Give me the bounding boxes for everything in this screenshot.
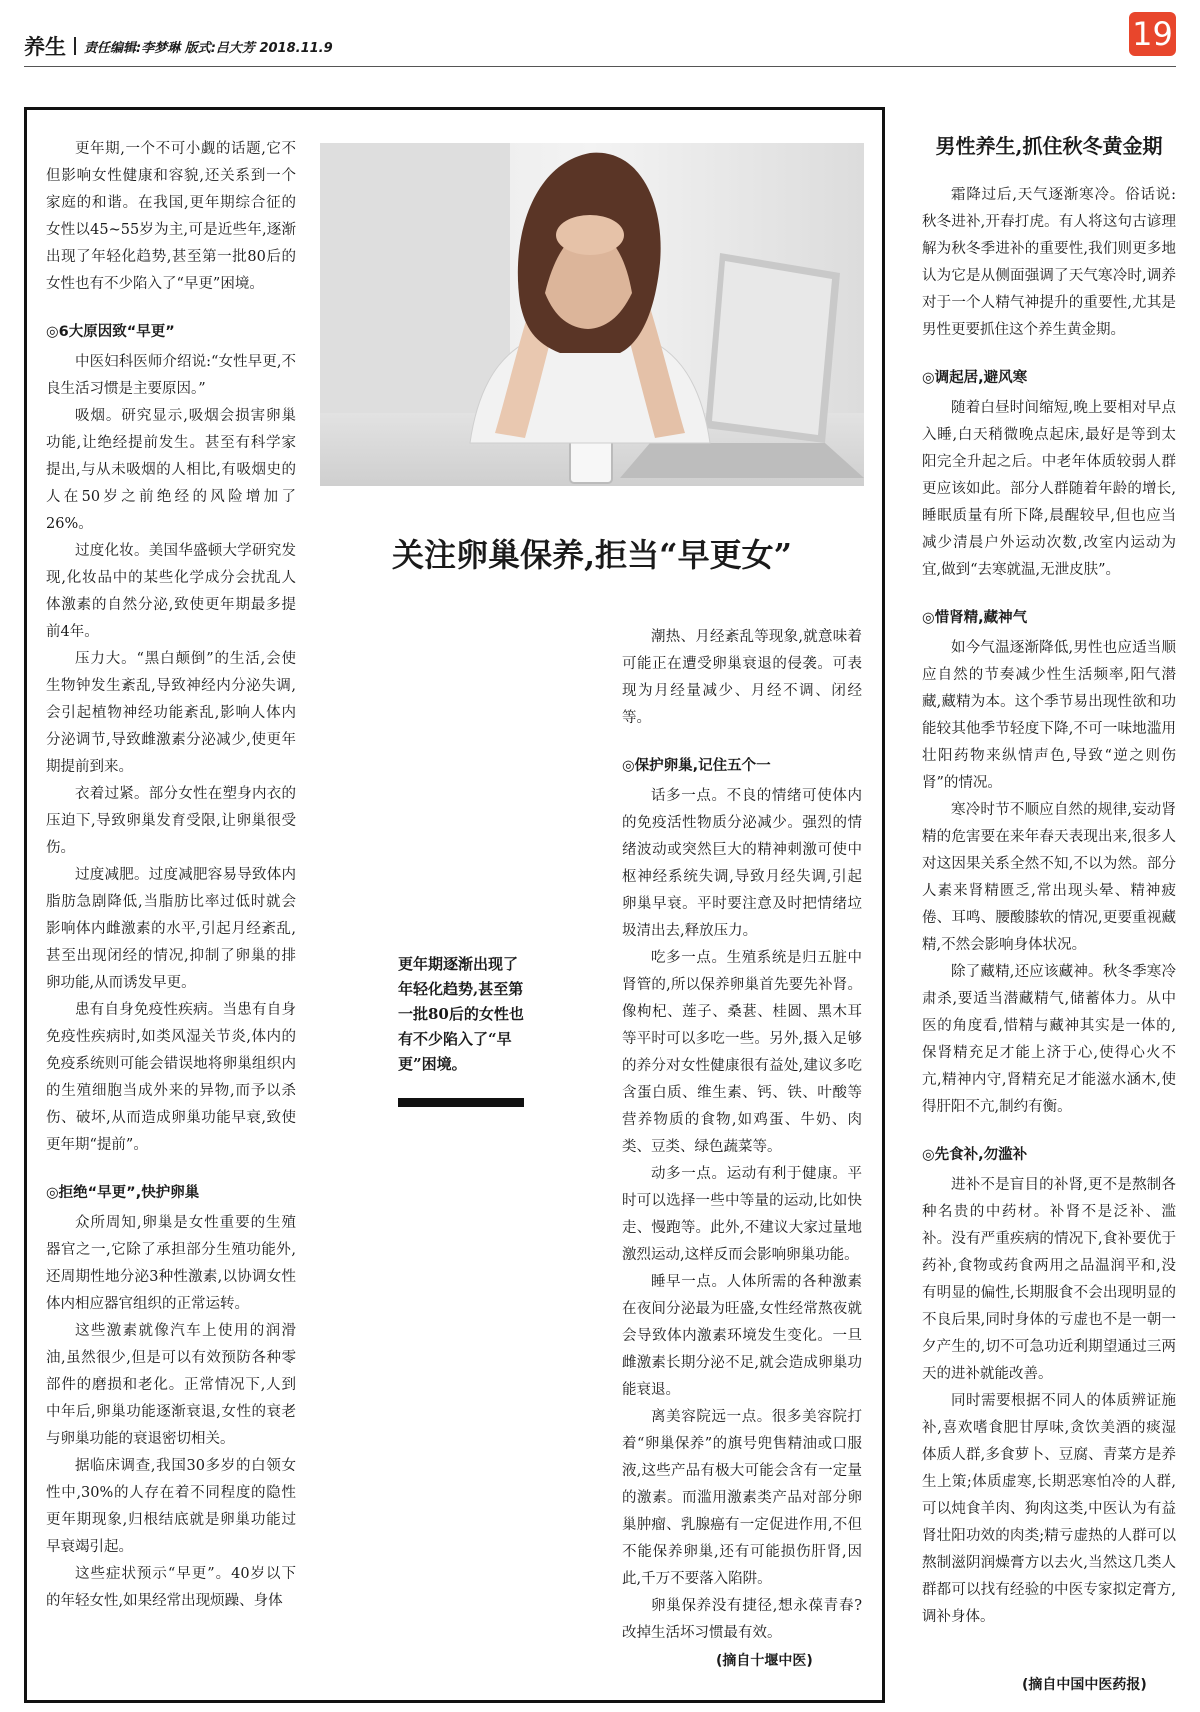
page-number: 19 <box>1129 12 1176 56</box>
header-rule <box>24 66 1176 67</box>
right-article-source: (摘自中国中医药报) <box>1022 1677 1147 1693</box>
paragraph: 话多一点。不良的情绪可使体内的免疫活性物质分泌减少。强烈的情绪波动或突然巨大的精神刺激可使中枢神经系统失调,导致月经失调,引起卵巢早衰。平时要注意及时把情绪垃圾清出去,释放压力。 <box>622 788 862 939</box>
paragraph: 过度化妆。美国华盛顿大学研究发现,化妆品中的某些化学成分会扰乱人体激素的自然分泌,致使更年期最多提前4年。 <box>46 543 296 640</box>
pull-quote: 更年期逐渐出现了年轻化趋势,甚至第一批80后的女性也有不少陷入了“早更”困境。 <box>398 955 524 1073</box>
subheading: ◎保护卵巢,记住五个一 <box>622 758 771 774</box>
subheading: ◎拒绝“早更”,快护卵巢 <box>46 1185 200 1201</box>
subheading: ◎惜肾精,藏神气 <box>922 610 1028 626</box>
paragraph: 进补不是盲目的补肾,更不是熬制各种名贵的中药材。补肾不是泛补、滥补。没有严重疾病的情况下,食补要优于药补,食物或药食两用之品温润平和,没有明显的偏性,长期服食不会出现明显的不良后果,同时身体的亏虚也不是一朝一夕产生的,切不可急功近利期望通过三两天的进补就能改善。 <box>922 1177 1176 1382</box>
right-article-body <box>922 182 1176 1631</box>
paragraph: 潮热、月经紊乱等现象,就意味着可能正在遭受卵巢衰退的侵袭。可表现为月经量减少、月经不调、闭经等。 <box>622 629 862 726</box>
subheading: ◎先食补,勿滥补 <box>922 1147 1028 1163</box>
paragraph: 同时需要根据不同人的体质辨证施补,喜欢嗜食肥甘厚味,贪饮美酒的痰湿体质人群,多食萝卜、豆腐、青菜方是养生上策;体质虚寒,长期恶寒怕冷的人群,可以炖食羊肉、狗肉这类,中医认为有益肾壮阳功效的肉类;精亏虚热的人群可以熬制滋阴润燥膏方以去火,当然这几类人群都可以找有经验的中医专家拟定膏方,调补身体。 <box>922 1393 1176 1625</box>
paragraph: 吸烟。研究显示,吸烟会损害卵巢功能,让绝经提前发生。甚至有科学家提出,与从未吸烟的人相比,有吸烟史的人在50岁之前绝经的风险增加了26%。 <box>46 408 296 532</box>
paragraph: 这些症状预示“早更”。40岁以下的年轻女性,如果经常出现烦躁、身体 <box>46 1566 296 1609</box>
subheading: ◎调起居,避风寒 <box>922 370 1028 386</box>
paragraph: 患有自身免疫性疾病。当患有自身免疫性疾病时,如类风湿关节炎,体内的免疫系统则可能会错误地将卵巢组织内的生殖细胞当成外来的异物,而予以杀伤、破坏,从而造成卵巢功能早衰,致使更年期“提前”。 <box>46 1002 296 1153</box>
subheading: ◎6大原因致“早更” <box>46 324 175 340</box>
paragraph: 动多一点。运动有利于健康。平时可以选择一些中等量的运动,比如快走、慢跑等。此外,不建议大家过量地激烈运动,这样反而会影响卵巢功能。 <box>622 1166 862 1263</box>
paragraph: 据临床调查,我国30多岁的白领女性中,30%的人存在着不同程度的隐性更年期现象,归根结底就是卵巢功能过早衰竭引起。 <box>46 1458 296 1555</box>
paragraph: 中医妇科医师介绍说:“女性早更,不良生活习惯是主要原因。” <box>46 354 296 397</box>
paragraph: 众所周知,卵巢是女性重要的生殖器官之一,它除了承担部分生殖功能外,还周期性地分泌3种性激素,以协调女性体内相应器官组织的正常运转。 <box>46 1215 296 1312</box>
article-source: (摘自十堰中医) <box>716 1653 813 1669</box>
main-column-1 <box>46 136 296 1615</box>
paragraph: 随着白昼时间缩短,晚上要相对早点入睡,白天稍微晚点起床,最好是等到太阳完全升起之后。中老年体质较弱人群更应该如此。部分人群随着年龄的增长,睡眠质量有所下降,晨醒较早,但也应当减少清晨户外运动次数,改室内运动为宜,做到“去寒就温,无泄皮肤”。 <box>922 400 1176 578</box>
paragraph: 如今气温逐渐降低,男性也应适当顺应自然的节奏减少性生活频率,阳气潜藏,藏精为本。这个季节易出现性欲和功能较其他季节轻度下降,不可一味地滥用壮阳药物来纵情声色,导致“逆之则伤肾”的情况。 <box>922 640 1176 791</box>
paragraph: 寒冷时节不顺应自然的规律,妄动肾精的危害要在来年春天表现出来,很多人对这因果关系全然不知,不以为然。部分人素来肾精匮乏,常出现头晕、精神疲倦、耳鸣、腰酸膝软的情况,更要重视藏精,不然会影响身体状况。 <box>922 802 1176 953</box>
header-divider <box>74 37 76 55</box>
stressed-woman-laptop-illustration <box>320 143 864 486</box>
paragraph: 这些激素就像汽车上使用的润滑油,虽然很少,但是可以有效预防各种零部件的磨损和老化。正常情况下,人到中年后,卵巢功能逐渐衰退,女性的衰老与卵巢功能的衰退密切相关。 <box>46 1323 296 1447</box>
paragraph: 卵巢保养没有捷径,想永葆青春?改掉生活坏习惯最有效。 <box>622 1598 862 1641</box>
article-headline: 关注卵巢保养,拒当“早更女” <box>392 536 792 574</box>
editor-info: 责任编辑:李梦琳 版式:吕大芳 2018.11.9 <box>84 40 333 56</box>
paragraph: 更年期,一个不可小觑的话题,它不但影响女性健康和容貌,还关系到一个家庭的和谐。在我国,更年期综合征的女性以45~55岁为主,可是近些年,逐渐出现了年轻化趋势,甚至第一批80后的女性也有不少陷入了“早更”困境。 <box>46 141 296 292</box>
paragraph: 过度减肥。过度减肥容易导致体内脂肪急剧降低,当脂肪比率过低时就会影响体内雌激素的水平,引起月经紊乱,甚至出现闭经的情况,抑制了卵巢的排卵功能,从而诱发早更。 <box>46 867 296 991</box>
pull-quote-bar <box>398 1098 524 1107</box>
page-header <box>24 26 333 66</box>
paragraph: 除了藏精,还应该藏神。秋冬季寒冷肃杀,要适当潜藏精气,储蓄体力。从中医的角度看,惜精与藏神其实是一体的,保肾精充足才能上济于心,使得心火不亢,精神内守,肾精充足才能滋水涵木,使得肝阳不亢,制约有衡。 <box>922 964 1176 1115</box>
paragraph: 睡早一点。人体所需的各种激素在夜间分泌最为旺盛,女性经常熬夜就会导致体内激素环境发生变化。一旦雌激素长期分泌不足,就会造成卵巢功能衰退。 <box>622 1274 862 1398</box>
paragraph: 离美容院远一点。很多美容院打着“卵巢保养”的旗号兜售精油或口服液,这些产品有极大可能会含有一定量的激素。而滥用激素类产品对部分卵巢肿瘤、乳腺癌有一定促进作用,不但不能保养卵巢,还有可能损伤肝肾,因此,千万不要落入陷阱。 <box>622 1409 862 1587</box>
right-article-title: 男性养生,抓住秋冬黄金期 <box>935 134 1163 158</box>
paragraph: 压力大。“黑白颠倒”的生活,会使生物钟发生紊乱,导致神经内分泌失调,会引起植物神经功能紊乱,影响人体内分泌调节,导致雌激素分泌减少,使更年期提前到来。 <box>46 651 296 775</box>
paragraph: 霜降过后,天气逐渐寒冷。俗话说:秋冬进补,开春打虎。有人将这句古谚理解为秋冬季进补的重要性,我们则更多地认为它是从侧面强调了天气寒冷时,调养对于一个人精气神提升的重要性,尤其是男性更要抓住这个养生黄金期。 <box>922 187 1176 338</box>
article-photo <box>320 143 864 486</box>
section-name: 养生 <box>24 35 66 59</box>
main-column-3 <box>622 624 862 1647</box>
paragraph: 吃多一点。生殖系统是归五脏中肾管的,所以保养卵巢首先要先补肾。像枸杞、莲子、桑葚、桂圆、黑木耳等平时可以多吃一些。另外,摄入足够的养分对女性健康很有益处,建议多吃含蛋白质、维生素、钙、铁、叶酸等营养物质的食物,如鸡蛋、牛奶、肉类、豆类、绿色蔬菜等。 <box>622 950 862 1155</box>
paragraph: 衣着过紧。部分女性在塑身内衣的压迫下,导致卵巢发育受限,让卵巢很受伤。 <box>46 786 296 856</box>
